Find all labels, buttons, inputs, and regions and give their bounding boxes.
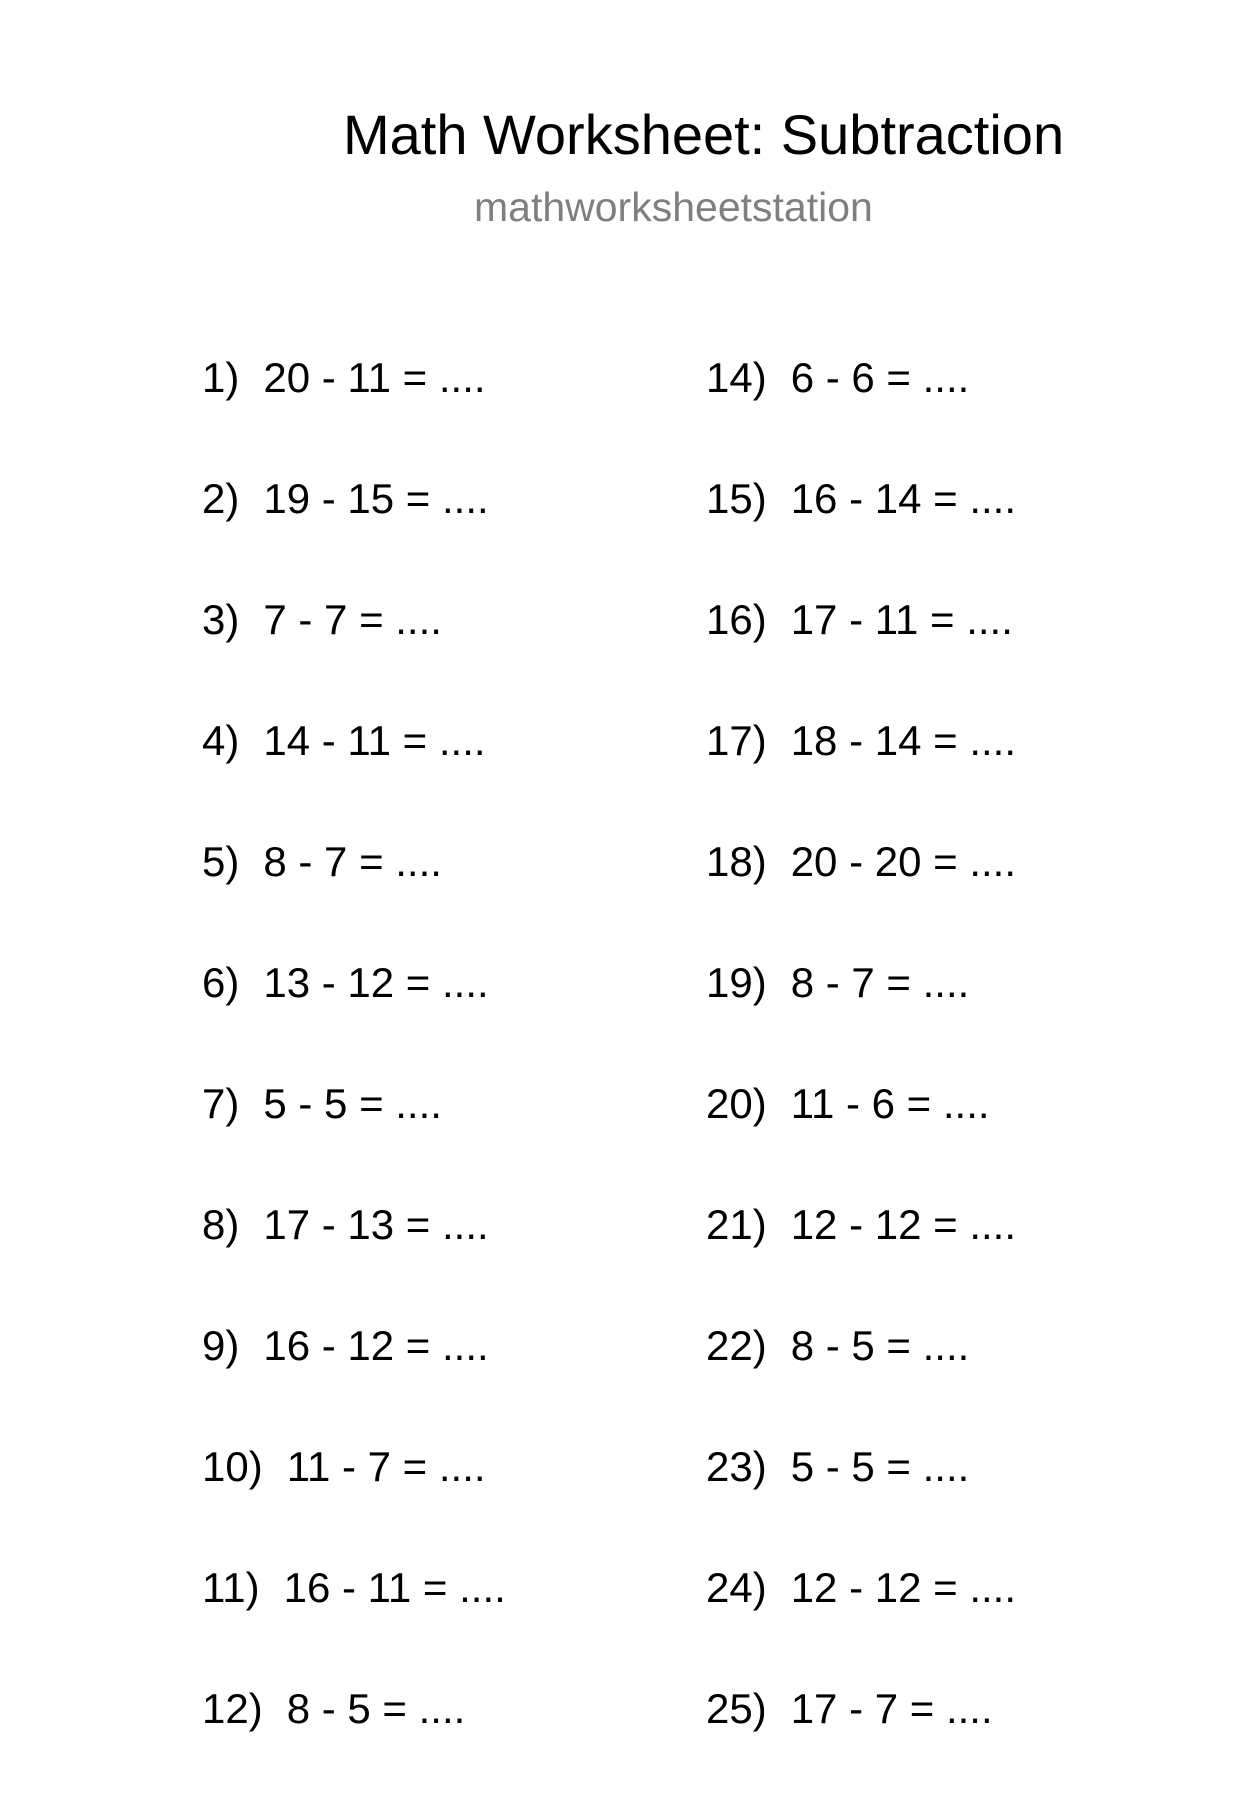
- problem-item: [202, 1197, 506, 1318]
- problem-item: [706, 350, 1016, 471]
- problem-number: 18): [706, 838, 767, 885]
- problem-number: 22): [706, 1322, 767, 1369]
- problem-expression: 17 - 7 = ....: [790, 1685, 993, 1732]
- problems-column-left: [202, 350, 506, 1802]
- problem-expression: 13 - 12 = ....: [263, 959, 489, 1006]
- problem-expression: 12 - 12 = ....: [790, 1564, 1017, 1611]
- problem-item: [202, 1076, 506, 1197]
- problem-item: [706, 1197, 1016, 1318]
- problem-number: 4): [202, 717, 240, 764]
- problem-expression: 18 - 14 = ....: [790, 717, 1017, 764]
- problem-expression: 11 - 7 = ....: [286, 1443, 486, 1490]
- problem-expression: 8 - 5 = ....: [286, 1685, 466, 1732]
- problem-expression: 8 - 7 = ....: [790, 959, 970, 1006]
- problem-number: 20): [706, 1080, 767, 1127]
- problem-expression: 7 - 7 = ....: [263, 596, 442, 643]
- problem-expression: 20 - 11 = ....: [263, 354, 486, 401]
- problem-number: 12): [202, 1685, 263, 1732]
- problem-expression: 5 - 5 = ....: [790, 1443, 970, 1490]
- problem-expression: 5 - 5 = ....: [263, 1080, 442, 1127]
- problem-item: [202, 471, 506, 592]
- problem-item: [706, 834, 1016, 955]
- problem-number: 1): [202, 354, 240, 401]
- problems-column-right: [706, 350, 1016, 1802]
- problem-item: [202, 350, 506, 471]
- problem-item: [202, 1439, 506, 1560]
- problem-number: 11): [202, 1564, 260, 1611]
- problem-number: 8): [202, 1201, 240, 1248]
- problem-expression: 14 - 11 = ....: [263, 717, 486, 764]
- problem-item: [202, 1318, 506, 1439]
- problem-expression: 11 - 6 = ....: [790, 1080, 990, 1127]
- problem-item: [706, 1318, 1016, 1439]
- problem-expression: 8 - 7 = ....: [263, 838, 442, 885]
- problem-item: [202, 1560, 506, 1681]
- page-subtitle: mathworksheetstation: [474, 184, 873, 230]
- problem-number: 10): [202, 1443, 263, 1490]
- problem-number: 23): [706, 1443, 767, 1490]
- problem-expression: 12 - 12 = ....: [790, 1201, 1017, 1248]
- problem-expression: 16 - 12 = ....: [263, 1322, 489, 1369]
- problem-item: [706, 471, 1016, 592]
- problem-expression: 8 - 5 = ....: [790, 1322, 970, 1369]
- problem-item: [202, 834, 506, 955]
- problem-item: [706, 592, 1016, 713]
- problem-number: 14): [706, 354, 767, 401]
- problem-expression: 20 - 20 = ....: [790, 838, 1017, 885]
- problem-item: [706, 1681, 1016, 1802]
- problem-number: 15): [706, 475, 767, 522]
- problem-number: 5): [202, 838, 240, 885]
- problem-number: 25): [706, 1685, 767, 1732]
- problem-item: [706, 1076, 1016, 1197]
- problem-number: 6): [202, 959, 240, 1006]
- problem-expression: 17 - 11 = ....: [790, 596, 1013, 643]
- problem-expression: 16 - 11 = ....: [283, 1564, 506, 1611]
- problem-expression: 19 - 15 = ....: [263, 475, 489, 522]
- problem-number: 17): [706, 717, 767, 764]
- page-title: Math Worksheet: Subtraction: [343, 103, 1065, 166]
- problem-item: [202, 713, 506, 834]
- problem-expression: 17 - 13 = ....: [263, 1201, 489, 1248]
- problem-item: [706, 1560, 1016, 1681]
- problem-number: 9): [202, 1322, 240, 1369]
- problem-item: [202, 955, 506, 1076]
- problem-item: [202, 592, 506, 713]
- problem-number: 24): [706, 1564, 767, 1611]
- problem-item: [706, 955, 1016, 1076]
- problem-number: 2): [202, 475, 240, 522]
- problem-expression: 6 - 6 = ....: [790, 354, 970, 401]
- problem-expression: 16 - 14 = ....: [790, 475, 1017, 522]
- problem-item: [706, 713, 1016, 834]
- problem-number: 21): [706, 1201, 767, 1248]
- problem-item: [202, 1681, 506, 1802]
- problem-number: 3): [202, 596, 240, 643]
- problem-number: 16): [706, 596, 767, 643]
- problem-number: 7): [202, 1080, 240, 1127]
- problem-number: 19): [706, 959, 767, 1006]
- problem-item: [706, 1439, 1016, 1560]
